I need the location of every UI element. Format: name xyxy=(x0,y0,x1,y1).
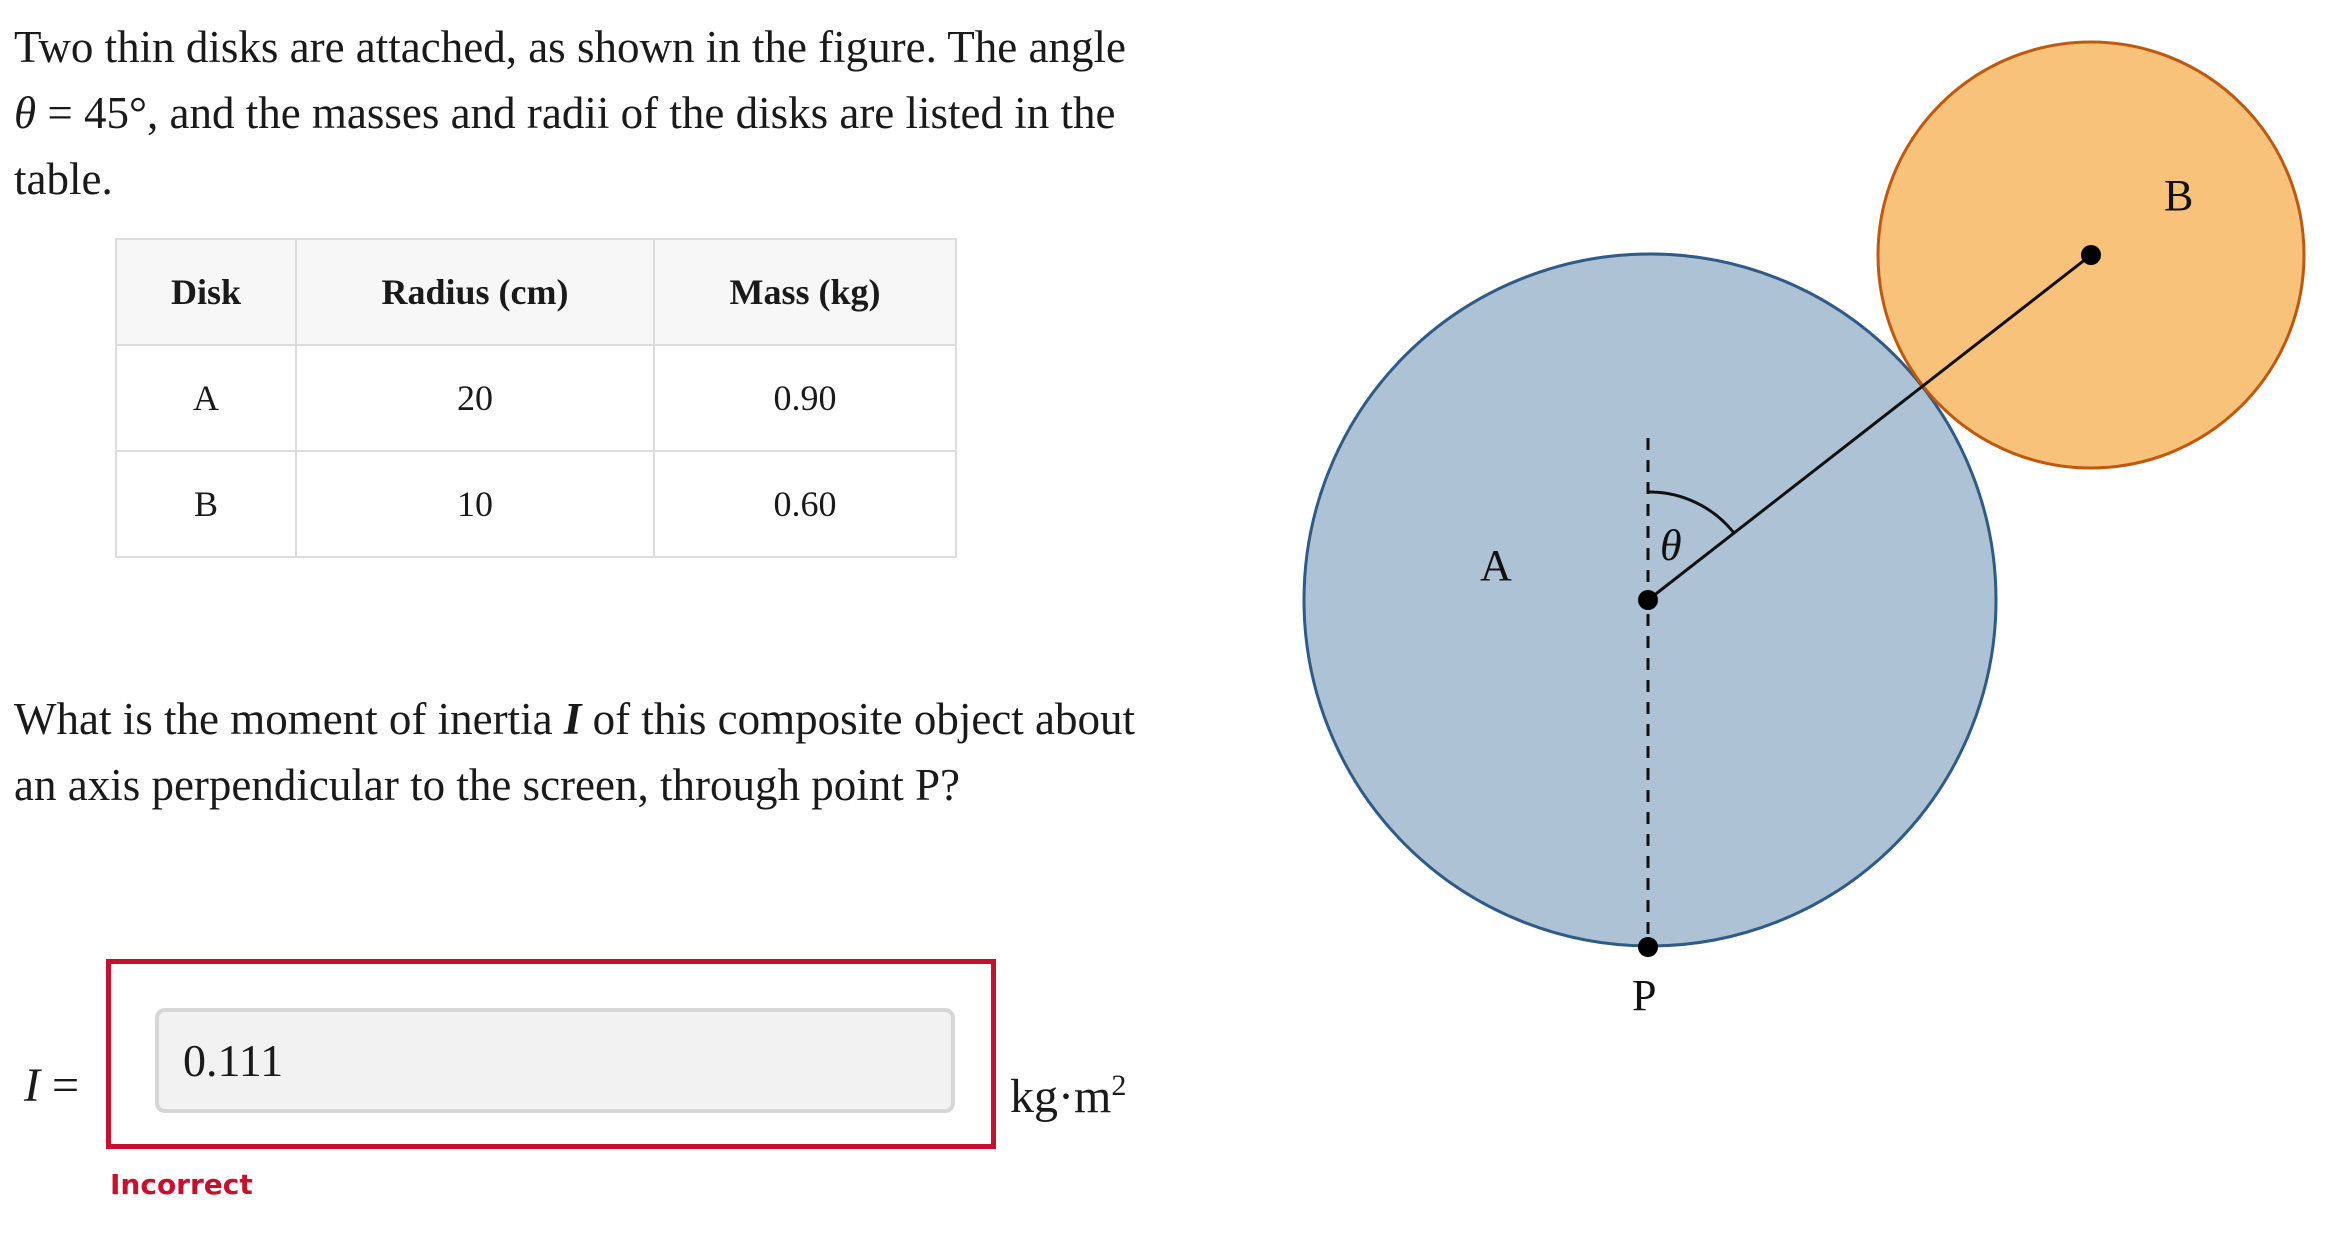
disk-a-center-dot xyxy=(1638,590,1658,610)
label-angle: θ xyxy=(1660,521,1682,570)
disk-b-center-dot xyxy=(2081,245,2101,265)
cell-radius: 20 xyxy=(296,345,654,451)
intro-text-2: = 45°, and the masses and radii of the disks are listed in the table. xyxy=(14,88,1116,204)
theta-symbol: θ xyxy=(14,88,37,138)
inertia-symbol: I xyxy=(563,694,582,744)
label-disk-b: B xyxy=(2164,171,2194,220)
answer-symbol: I xyxy=(24,1059,40,1112)
label-point-p: P xyxy=(1632,971,1657,1020)
cell-radius: 10 xyxy=(296,451,654,557)
cell-disk: B xyxy=(116,451,296,557)
intro-text-1: Two thin disks are attached, as shown in the figure. The angle xyxy=(14,22,1126,72)
cell-mass: 0.90 xyxy=(654,345,956,451)
feedback-incorrect: Incorrect xyxy=(110,1168,253,1201)
header-radius: Radius (cm) xyxy=(296,239,654,345)
question-text-2: of this composite object about an axis perpendicular to the screen, through point P? xyxy=(14,694,1136,810)
header-disk: Disk xyxy=(116,239,296,345)
cell-disk: A xyxy=(116,345,296,451)
units-base: kg·m xyxy=(1010,1070,1112,1123)
cell-mass: 0.60 xyxy=(654,451,956,557)
equals-sign: = xyxy=(51,1059,80,1112)
units-exponent: 2 xyxy=(1111,1069,1127,1102)
question-text-1: What is the moment of inertia xyxy=(14,694,564,744)
point-p-dot xyxy=(1638,937,1658,957)
label-disk-a: A xyxy=(1480,541,1512,590)
header-mass: Mass (kg) xyxy=(654,239,956,345)
